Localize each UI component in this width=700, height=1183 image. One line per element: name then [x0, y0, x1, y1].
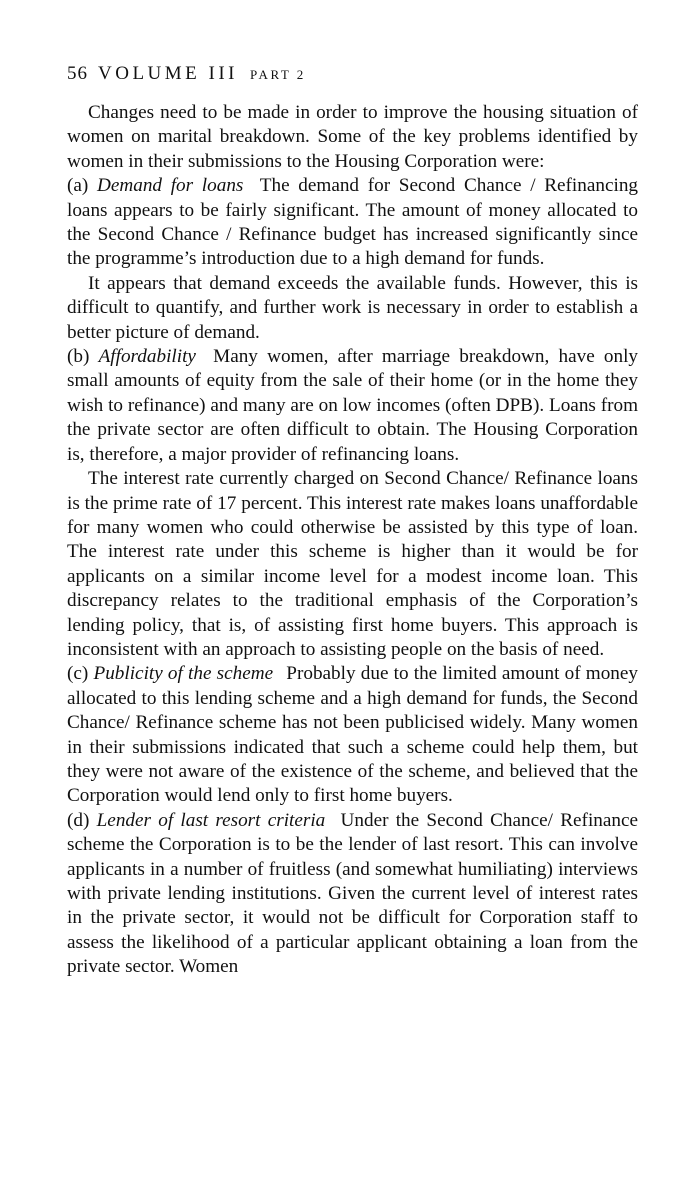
- item-b-paragraph: [67, 345, 638, 467]
- paragraph-text: Many women, after marriage breakdown, have only small amounts of equity from the sale of their home (or in the home they wish to refinance) and many are on low incomes (often DPB). Loans from the private sector are often difficult to obtain. The Housing Corporation is, therefore, a major provider of refinancing loans.: [67, 346, 639, 465]
- paragraph-text: It appears that demand exceeds the available funds. However, this is difficult to quantify, and further work is necessary in order to establish a better picture of demand.: [67, 272, 638, 343]
- item-label: (d): [67, 809, 90, 831]
- item-heading: Publicity of the scheme: [93, 663, 274, 685]
- item-a-continuation: [67, 272, 638, 345]
- page-number: 56: [67, 63, 88, 84]
- item-heading: Affordability: [98, 346, 196, 368]
- item-c-paragraph: [67, 662, 638, 808]
- body-text: [67, 101, 638, 980]
- volume-label: VOLUME III: [98, 63, 239, 84]
- paragraph-text: The interest rate currently charged on Second Chance/ Refinance loans is the prime rate of 17 percent. This interest rate makes loans unaffordable for many women who could otherwise be assisted by this type of loan. The interest rate under this scheme is higher than it would be for applicants on a similar income level for a modest income loan. This discrepancy relates to the traditional emphasis of the Corporation’s lending policy, that is, of assisting first home buyers. This approach is inconsistent with an approach to assisting people on the basis of need.: [67, 468, 638, 660]
- item-a-paragraph: [67, 174, 638, 272]
- item-d-paragraph: [67, 809, 638, 980]
- part-label: PART 2: [250, 67, 306, 82]
- item-label: (c): [67, 663, 89, 685]
- running-head: [67, 62, 638, 87]
- item-label: (a): [67, 175, 89, 197]
- item-heading: Demand for loans: [97, 175, 244, 197]
- intro-paragraph: [67, 101, 638, 174]
- paragraph-text: Probably due to the limited amount of money allocated to this lending scheme and a high demand for funds, the Second Chance/ Refinance scheme has not been publicised widely. Many women in their submissions indicated that such a scheme could help them, but they were not aware of the existence of the scheme, and believed that the Corporation would lend only to first home buyers.: [67, 663, 638, 807]
- paragraph-text: Changes need to be made in order to improve the housing situation of women on marital breakdown. Some of the key problems identified by women in their submissions to the Housing Corporation were:: [67, 102, 638, 172]
- paragraph-text: The demand for Second Chance / Refinancing loans appears to be fairly significant. The amount of money allocated to the Second Chance / Refinance budget has increased significantly since the programme’s introduction due to a high demand for funds.: [67, 175, 639, 270]
- item-heading: Lender of last resort criteria: [96, 809, 326, 831]
- document-page: [67, 62, 638, 980]
- paragraph-text: Under the Second Chance/ Refinance scheme the Corporation is to be the lender of last resort. This can involve applicants in a number of fruitless (and somewhat humiliating) interviews with private lending institutions. Given the current level of interest rates in the private sector, it would not be difficult for Corporation staff to assess the likelihood of a particular applicant obtaining a loan from the private sector. Women: [67, 809, 639, 978]
- item-label: (b): [67, 346, 90, 368]
- item-b-continuation: [67, 467, 638, 662]
